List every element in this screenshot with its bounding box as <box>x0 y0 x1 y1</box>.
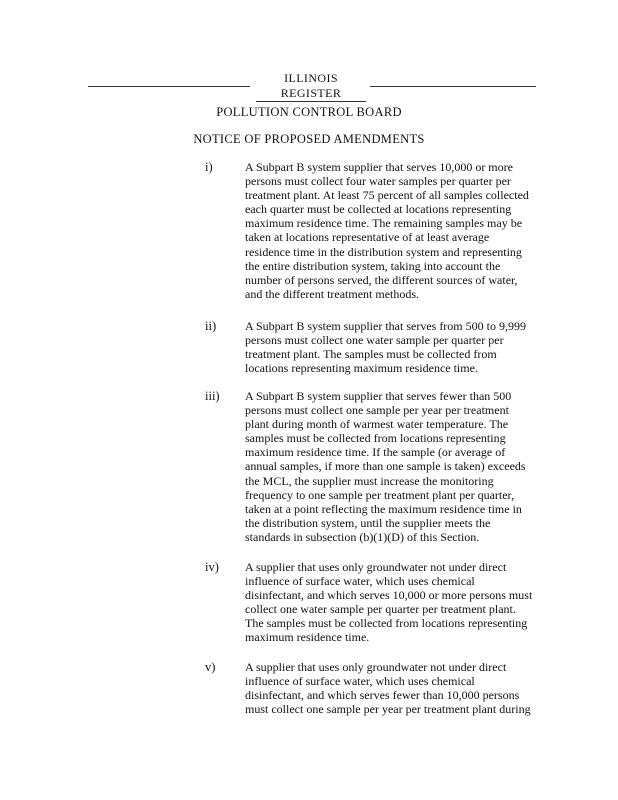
item-line: persons must collect one sample per year per treatment <box>245 403 509 418</box>
item-line: maximum residence time. If the sample (or average of <box>245 445 506 460</box>
item-line: A supplier that uses only groundwater not under direct <box>245 560 507 574</box>
item-line: plant during month of warmest water temperature. The <box>245 417 509 432</box>
item-line: taken at a point reflecting the maximum residence time in <box>245 501 522 516</box>
item-line: influence of surface water, which uses chemical <box>245 674 475 689</box>
item-number: ii) <box>205 319 217 333</box>
item-line: A Subpart B system supplier that serves fewer than 500 <box>245 389 512 403</box>
item-line: maximum residence time. The remaining samples may be <box>245 216 523 231</box>
item-line: locations representing maximum residence time. <box>245 361 478 376</box>
item-line: treatment plant. The samples must be collected from <box>245 347 497 362</box>
item-line: annual samples, if more than one sample is taken) exceeds <box>245 459 526 474</box>
item-line: disinfectant, and which serves 10,000 or more persons must <box>245 588 533 603</box>
item-line: A supplier that uses only groundwater not under direct <box>245 660 507 674</box>
item-line: the entire distribution system, taking into account the <box>245 258 501 273</box>
item-line: maximum residence time. <box>245 630 370 645</box>
item-number: i) <box>205 160 213 174</box>
item-text <box>245 319 535 375</box>
item-line: standards in subsection (b)(1)(D) of this Section. <box>245 529 480 544</box>
item-number: iii) <box>205 389 220 403</box>
item-text <box>245 160 535 301</box>
item-line: taken at locations representative of at least average <box>245 230 490 245</box>
item-line: persons must collect four water samples per quarter per <box>245 174 511 189</box>
item-line: influence of surface water, which uses chemical <box>245 574 475 589</box>
item-line: the distribution system, until the supplier meets the <box>245 515 491 530</box>
register-header <box>88 71 536 100</box>
item-line: samples must be collected from locations representing <box>245 431 506 446</box>
item-line: number of persons served, the different sources of water, <box>245 272 518 287</box>
notice-title: NOTICE OF PROPOSED AMENDMENTS <box>193 132 425 146</box>
agency-title: POLLUTION CONTROL BOARD <box>216 105 402 119</box>
item-line: treatment plant. At least 75 percent of all samples collected <box>245 188 529 203</box>
header-rule-left <box>88 86 250 87</box>
item-line: The samples must be collected from locations representing <box>245 616 528 631</box>
item-line: collect one water sample per quarter per treatment plant. <box>245 602 516 617</box>
item-line: A Subpart B system supplier that serves 10,000 or more <box>245 160 513 174</box>
item-line: persons must collect one water sample per quarter per <box>245 333 504 348</box>
item-line: A Subpart B system supplier that serves from 500 to 9,999 <box>245 319 526 333</box>
item-line: must collect one sample per year per treatment plant during <box>245 702 531 717</box>
item-text <box>245 389 535 544</box>
item-line: residence time in the distribution system and representing <box>245 244 522 259</box>
item-line: frequency to one sample per treatment plant per quarter, <box>245 487 515 502</box>
item-text <box>245 660 535 716</box>
item-text <box>245 560 535 645</box>
item-number: v) <box>205 660 216 674</box>
register-title: ILLINOIS REGISTER <box>256 71 366 102</box>
item-line: each quarter must be collected at locations representing <box>245 202 512 217</box>
item-number: iv) <box>205 560 219 574</box>
item-line: disinfectant, and which serves fewer than 10,000 persons <box>245 688 520 703</box>
header-rule-right <box>370 86 536 87</box>
item-line: the MCL, the supplier must increase the monitoring <box>245 473 494 488</box>
item-line: and the different treatment methods. <box>245 286 420 301</box>
